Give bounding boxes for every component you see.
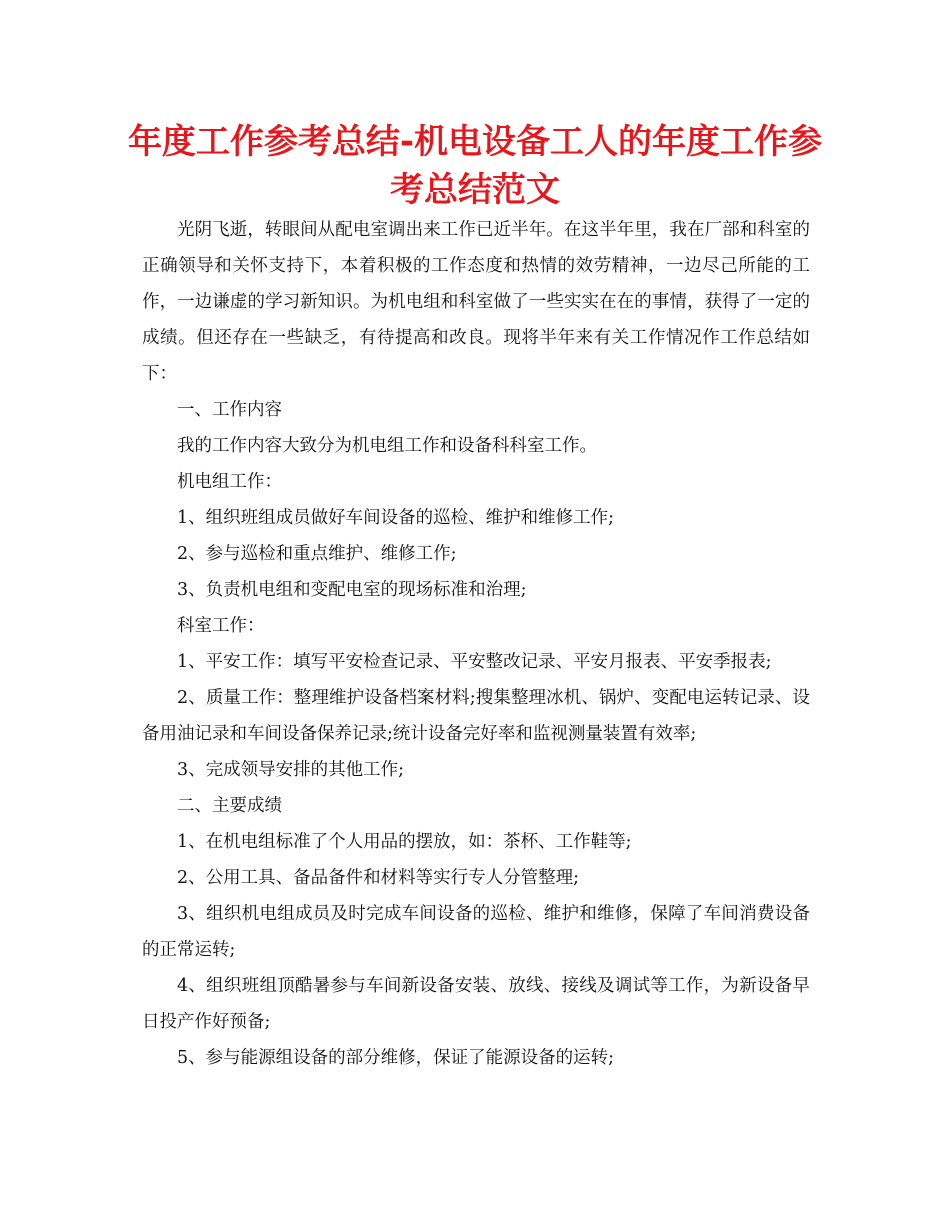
section-heading-main-achievements: 二、主要成绩 [177, 796, 282, 816]
document-title: 年度工作参考总结-机电设备工人的年度工作参考总结范文 [127, 122, 823, 210]
list-item: 3、负责机电组和变配电室的现场标准和治理; [177, 580, 527, 600]
list-item: 5、参与能源组设备的部分维修，保证了能源设备的运转; [177, 1048, 615, 1068]
list-item: 2、质量工作：整理维护设备档案材料;搜集整理冰机、锅炉、变配电运转记录、设备用油记录和车间设备保养记录;统计设备完好率和监视测量装置有效率; [142, 688, 810, 744]
list-item: 3、完成领导安排的其他工作; [177, 760, 405, 780]
intro-paragraph: 光阴飞逝，转眼间从配电室调出来工作已近半年。在这半年里，我在厂部和科室的正确领导和关怀支持下，本着积极的工作态度和热情的效劳精神，一边尽己所能的工作，一边谦虚的学习新知识。为机电组和科室做了一些实实在在的事情，获得了一定的成绩。但还存在一些缺乏，有待提高和改良。现将半年来有关工作情况作工作总结如下： [142, 220, 810, 384]
list-item: 2、参与巡检和重点维护、维修工作; [177, 544, 457, 564]
list-item: 3、组织机电组成员及时完成车间设备的巡检、维护和维修，保障了车间消费设备的正常运转; [142, 904, 810, 960]
subheading-office-work: 科室工作： [177, 616, 265, 636]
list-item: 2、公用工具、备品备件和材料等实行专人分管整理; [177, 868, 580, 888]
section-heading-work-content: 一、工作内容 [177, 400, 282, 420]
paragraph: 我的工作内容大致分为机电组工作和设备科科室工作。 [177, 436, 597, 456]
list-item: 4、组织班组顶酷暑参与车间新设备安装、放线、接线及调试等工作，为新设备早日投产作好预备; [142, 976, 810, 1032]
list-item: 1、在机电组标准了个人用品的摆放，如：茶杯、工作鞋等; [177, 832, 632, 852]
list-item: 1、平安工作：填写平安检查记录、平安整改记录、平安月报表、平安季报表; [177, 652, 772, 672]
document-body [142, 212, 810, 1076]
list-item: 1、组织班组成员做好车间设备的巡检、维护和维修工作; [177, 508, 615, 528]
subheading-electromechanical-work: 机电组工作： [177, 472, 282, 492]
